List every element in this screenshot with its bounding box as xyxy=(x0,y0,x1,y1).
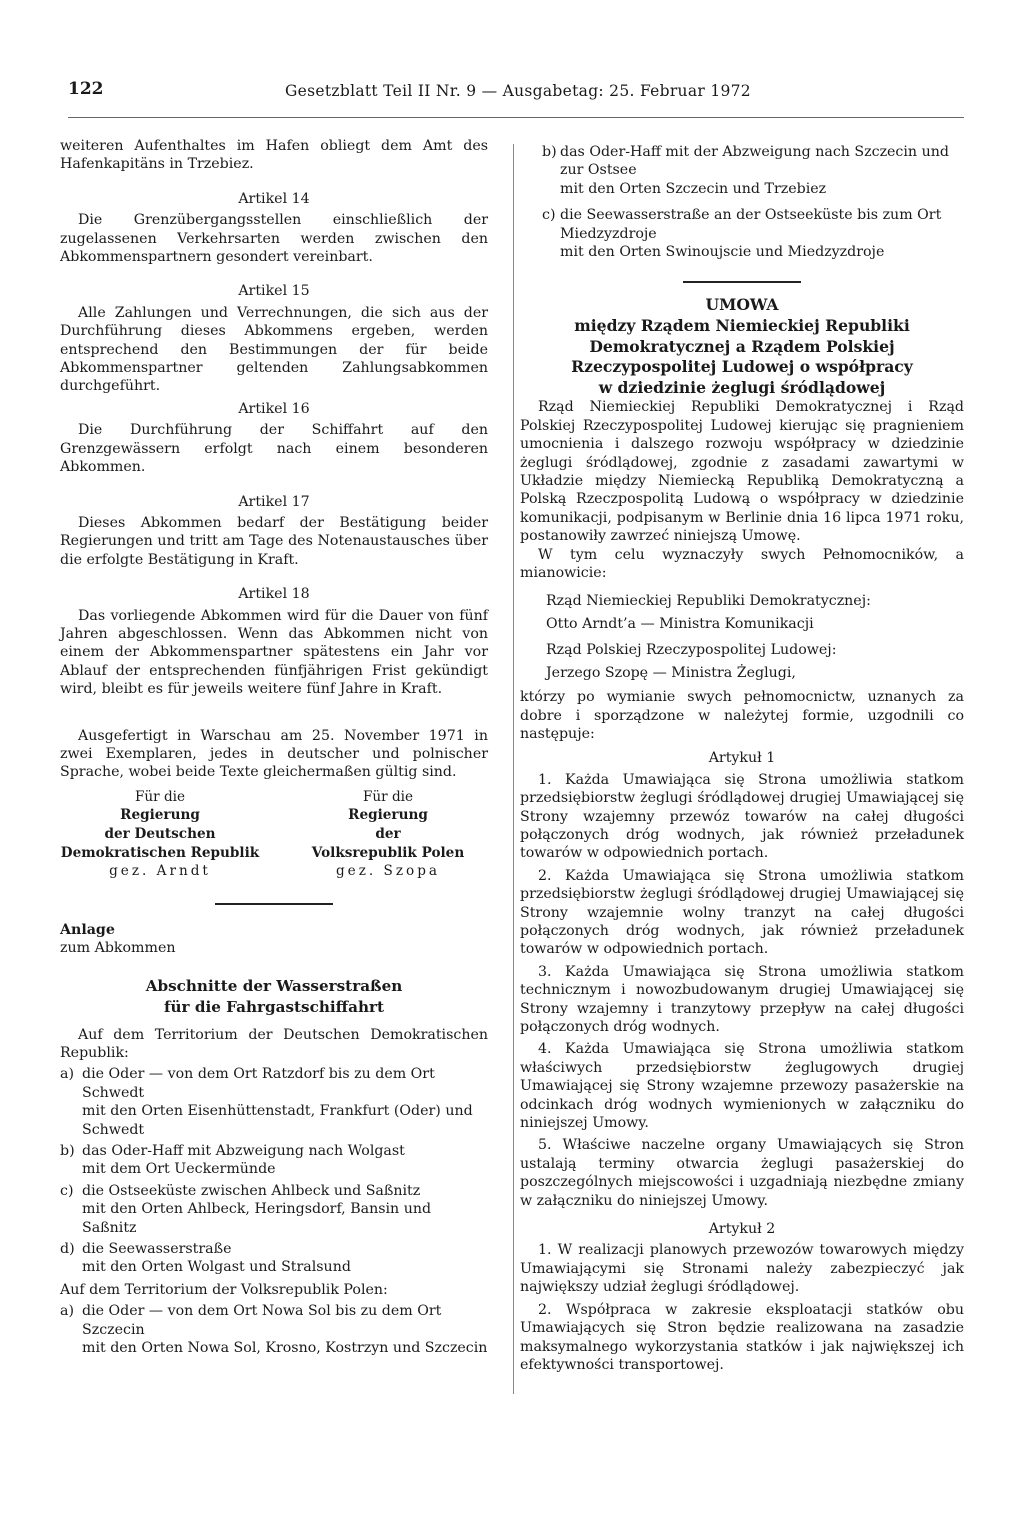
territory-intro: Auf dem Territorium der Volksrepublik Polen: xyxy=(60,1281,388,1298)
signature-gdr xyxy=(60,788,260,881)
section-heading-line: Abschnitte der Wasserstraßen xyxy=(145,976,403,995)
article-paragraph: 4. Każda Umawiająca się Strona umożliwia statkom właściwych przedsiębiorstw żeglugowych drugiej Umawiającej się Strony wzajemne przewozy pasażerskie na odcinkach dróg wodnych wymienionych w załączniku do niniejszej Umowy. xyxy=(520,1041,964,1132)
representative-line: Otto Arndt’a — Ministra Komunikacji xyxy=(546,615,814,632)
signature-line: der Deutschen xyxy=(104,825,216,842)
signature-line: Regierung xyxy=(120,807,200,824)
list-item-route: das Oder-Haff mit der Abzweigung nach Szczecin und zur Ostsee xyxy=(560,144,949,179)
article-heading: Artykuł 2 xyxy=(708,1221,776,1238)
list-marker: b) xyxy=(60,1143,75,1159)
government-line: Rząd Niemieckiej Republiki Demokratycznej: xyxy=(546,593,871,610)
running-header: Gesetzblatt Teil II Nr. 9 — Ausgabetag: 25. Februar 1972 xyxy=(285,82,751,100)
appointment-text: W tym celu wyznaczyły swych Pełnomocników, a mianowicie: xyxy=(520,546,964,582)
list-marker: a) xyxy=(60,1066,74,1083)
list-item-places: mit den Orten Ahlbeck, Heringsdorf, Bansin und Saßnitz xyxy=(82,1201,432,1236)
government-line: Rząd Polskiej Rzeczypospolitej Ludowej: xyxy=(546,642,837,659)
list-item xyxy=(60,1302,488,1357)
article-paragraph: 1. Każda Umawiająca się Strona umożliwia statkom przedsiębiorstw żeglugi śródlądowej drugiej Umawiającej się Strony wzajemny przewóz towarów na całej długości połączonych dróg wodnych, jak również przeładunek towarów w odpowiednich portach. xyxy=(520,771,964,862)
article-text: Alle Zahlungen und Verrechnungen, die sich aus der Durchführung dieses Abkommens ergeben, werden entsprechend den Bestimmungen der für beide Abkommenspartner geltenden Zahlungsabkommen durchgeführt. xyxy=(60,304,488,395)
article-heading: Artikel 18 xyxy=(238,586,310,603)
section-heading-line: für die Fahrgastschiffahrt xyxy=(163,997,385,1016)
list-marker: b) xyxy=(542,144,557,160)
agreement-subtitle-line: między Rządem Niemieckiej Republiki xyxy=(574,316,910,336)
territory-intro: Auf dem Territorium der Deutschen Demokratischen Republik: xyxy=(60,1026,488,1061)
execution-clause: Ausgefertigt in Warschau am 25. November 1971 in zwei Exemplaren, jedes in deutscher und polnischer Sprache, wobei beide Texte gleichermaßen gültig sind. xyxy=(60,727,488,781)
continuation-paragraph: weiteren Aufenthaltes im Hafen obliegt dem Amt des Hafenkapitäns in Trzebiez. xyxy=(60,138,488,173)
agreement-title: UMOWA xyxy=(705,295,779,315)
exchange-clause: którzy po wymianie swych pełnomocnictw, uznanych za dobre i sporządzone w należytej formie, uzgodnili co następuje: xyxy=(520,689,964,742)
article-heading: Artikel 15 xyxy=(238,283,310,300)
list-item-route: die Ostseeküste zwischen Ahlbeck und Saßnitz xyxy=(82,1182,421,1199)
signature-section xyxy=(60,788,488,881)
signature-line: Regierung xyxy=(348,807,428,824)
representative-line: Jerzego Szopę — Ministra Żeglugi, xyxy=(546,664,796,681)
list-item-route: die Oder — von dem Ort Nowa Sol bis zu dem Ort Szczecin xyxy=(82,1303,442,1338)
signatory-name: gez. Arndt xyxy=(109,863,211,880)
list-item-route: das Oder-Haff mit Abzweigung nach Wolgast xyxy=(82,1143,405,1159)
agreement-subtitle-line: Demokratycznej a Rządem Polskiej xyxy=(589,336,895,356)
article-paragraph: 2. Współpraca w zakresie eksploatacji statków obu Umawiających się Stron będzie realizowana na zasadzie maksymalnego wykorzystania statków i jak największej ich efektywności transportowej. xyxy=(520,1301,964,1373)
article-heading: Artikel 16 xyxy=(238,400,310,417)
article-paragraph: 1. W realizacji planowych przewozów towarowych między Umawiającymi się Stronami należy zabezpieczyć jak największy udział żeglugi śródlądowej. xyxy=(520,1242,964,1296)
signatory-name: gez. Szopa xyxy=(335,863,440,880)
article-heading: Artykuł 1 xyxy=(708,750,776,767)
list-item xyxy=(60,1240,488,1277)
list-marker: d) xyxy=(60,1241,75,1258)
list-item-places: mit dem Ort Ueckermünde xyxy=(82,1161,276,1178)
annex-title: Anlage xyxy=(60,921,115,938)
list-item xyxy=(60,1065,488,1139)
signature-line: Für die xyxy=(134,788,186,805)
article-text: Die Grenzübergangsstellen einschließlich der zugelassenen Verkehrsarten werden zwischen den Abkommenspartnern gesondert vereinbart. xyxy=(60,212,488,266)
section-rule xyxy=(683,281,801,283)
list-item-places: mit den Orten Szczecin und Trzebiez xyxy=(560,180,827,197)
article-text: Dieses Abkommen bedarf der Bestätigung beider Regierungen und tritt am Tage des Notenaustausches über die erfolgte Bestätigung in Kraft. xyxy=(60,514,488,568)
column-divider xyxy=(513,144,514,1394)
list-item-route: die Oder — von dem Ort Ratzdorf bis zu dem Ort Schwedt xyxy=(82,1066,435,1101)
list-marker: c) xyxy=(542,207,556,224)
article-paragraph: 3. Każda Umawiająca się Strona umożliwia statkom technicznym i nowozbudowanym drugiej Umawiającej się Strony wzajemny i tranzytowy przepływ na całej długości połączonych dróg wodnych. xyxy=(520,963,964,1035)
list-item xyxy=(60,1182,488,1237)
list-item-places: mit den Orten Wolgast und Stralsund xyxy=(82,1259,351,1276)
agreement-subtitle-line: Rzeczypospolitej Ludowej o współpracy xyxy=(571,357,913,377)
article-heading: Artikel 17 xyxy=(238,493,310,510)
list-item-route: die Seewasserstraße an der Ostseeküste bis zum Ort Miedzyzdroje xyxy=(560,207,942,242)
article-text: Die Durchführung der Schiffahrt auf den Grenzgewässern erfolgt nach einem besonderen Abkommen. xyxy=(60,422,488,476)
article-paragraph: 2. Każda Umawiająca się Strona umożliwia statkom przedsiębiorstw żeglugi śródlądowej drugiej Umawiającej się Strony wzajemnie wolny tranzyt na całej długości połączonych dróg wodnych, jak również przeładunek towarów w odpowiednich portach. xyxy=(520,867,964,958)
signature-poland xyxy=(288,788,488,881)
list-marker: c) xyxy=(60,1182,74,1199)
list-item xyxy=(60,1142,488,1179)
list-item-places: mit den Orten Nowa Sol, Krosno, Kostrzyn und Szczecin xyxy=(82,1340,488,1357)
page-number: 122 xyxy=(68,79,104,99)
annex-subtitle: zum Abkommen xyxy=(60,940,176,957)
article-paragraph: 5. Właściwe naczelne organy Umawiających się Stron ustalają terminy otwarcia żeglugi pasażerskiej do poszczególnych miejscowości i uzgadniają niezbędne zmiany w załączniku do niniejszej Umowy. xyxy=(520,1137,964,1209)
list-marker: a) xyxy=(60,1303,74,1320)
article-text: Das vorliegende Abkommen wird für die Dauer von fünf Jahren abgeschlossen. Wenn das Abkommen nicht von einem der Abkommenspartner spätestens ein Jahr vor Ablauf der entsprechenden fünfjährigen Frist gekündigt wird, bleibt es für jeweils weitere fünf Jahre in Kraft. xyxy=(60,607,488,698)
header-rule xyxy=(68,117,964,118)
section-rule xyxy=(215,903,333,905)
list-item-route: die Seewasserstraße xyxy=(82,1241,232,1258)
agreement-subtitle-line: w dziedzinie żeglugi śródlądowej xyxy=(598,377,886,397)
list-item-places: mit den Orten Swinoujscie und Miedzyzdroje xyxy=(560,244,885,261)
list-item xyxy=(520,143,964,198)
list-item xyxy=(520,206,964,261)
signature-line: der xyxy=(375,825,401,842)
left-column xyxy=(60,137,488,1357)
list-item-places: mit den Orten Eisenhüttenstadt, Frankfurt (Oder) und Schwedt xyxy=(82,1103,473,1138)
article-heading: Artikel 14 xyxy=(238,190,310,207)
signature-line: Für die xyxy=(362,788,414,805)
right-column xyxy=(520,137,964,1374)
signature-line: Volksrepublik Polen xyxy=(311,844,465,861)
signature-line: Demokratischen Republik xyxy=(60,844,260,861)
preamble: Rząd Niemieckiej Republiki Demokratycznej i Rząd Polskiej Rzeczypospolitej Ludowej kierując się pragnieniem umocnienia i dalszego rozwoju współpracy w dziedzinie żeglugi śródlądowej, zgodnie z zasadami zawartymi w Układzie między Niemiecką Republiką Demokratyczną a Polską Rzeczpospolitą Ludową o współpracy w dziedzinie komunikacji, podpisanym w Berlinie dnia 16 lipca 1971 roku, postanowiły zawrzeć niniejszą Umowę. xyxy=(520,399,964,545)
